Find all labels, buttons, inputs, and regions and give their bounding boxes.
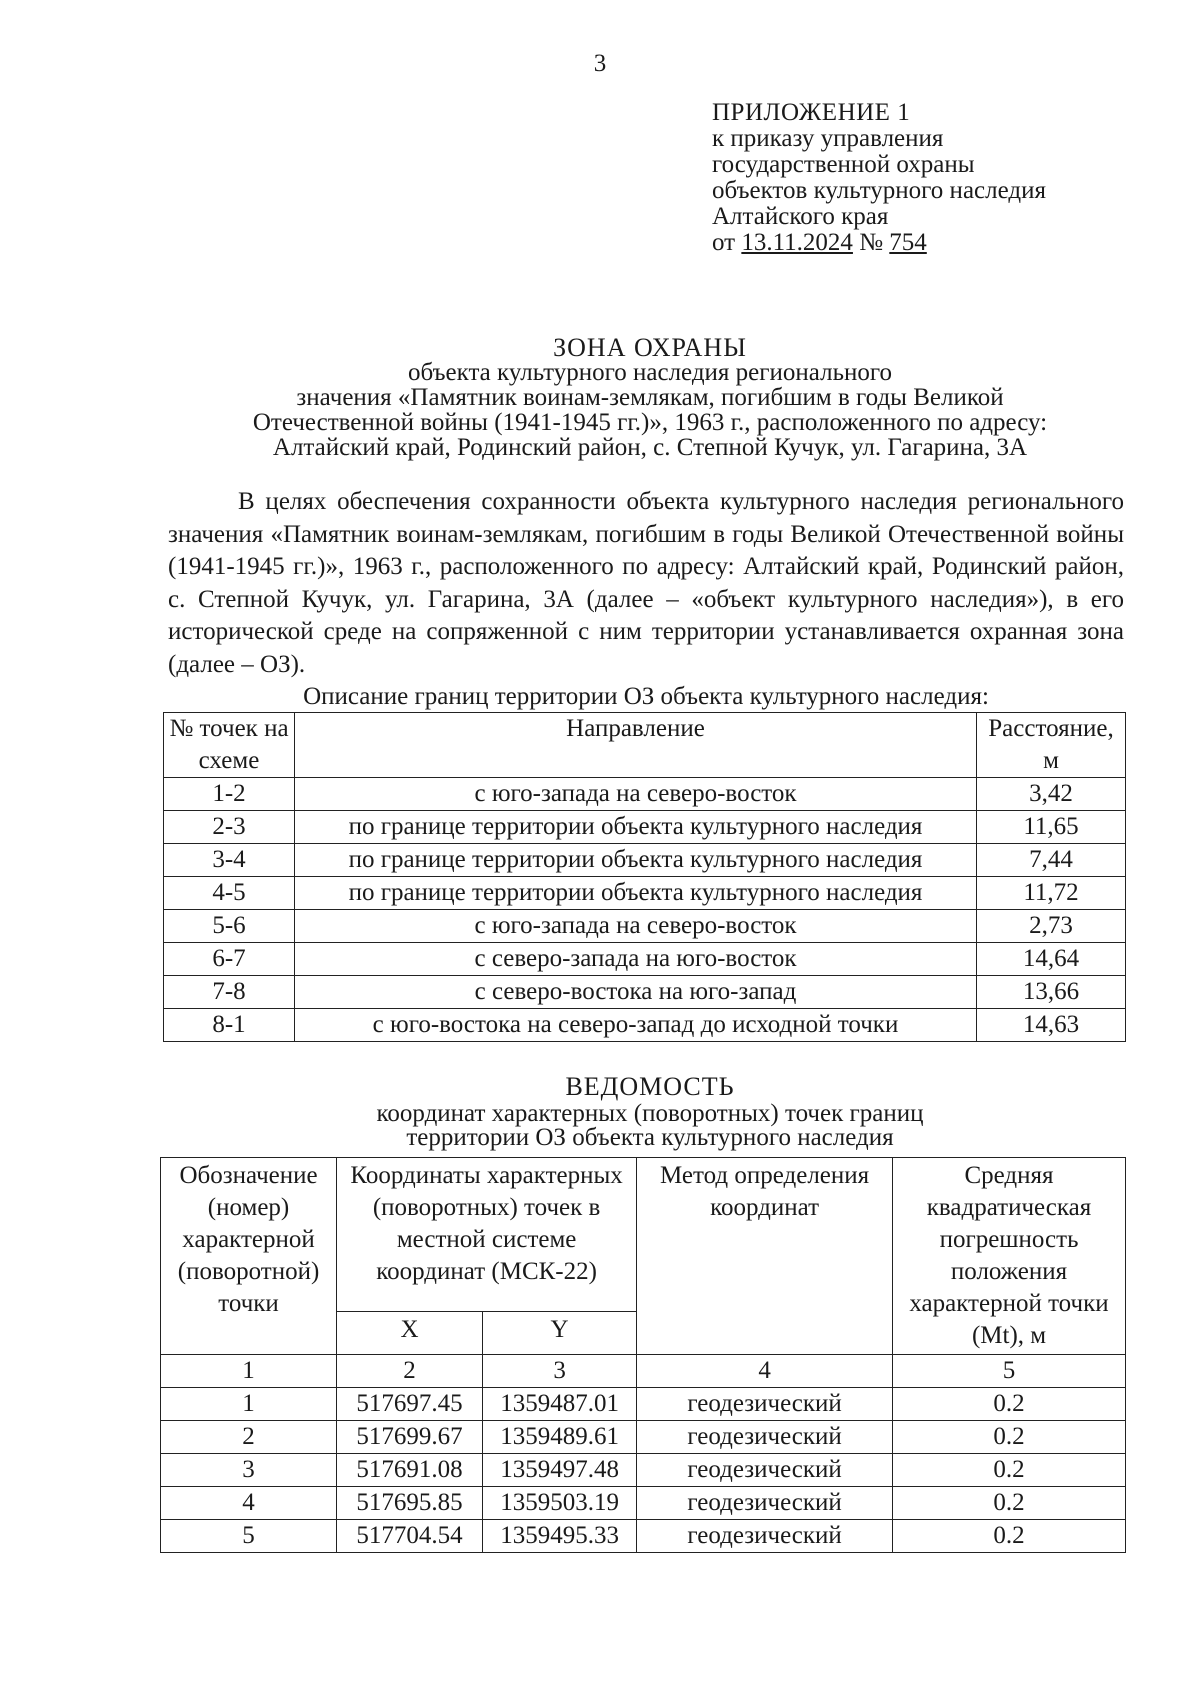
boundary-direction-cell: по границе территории объекта культурного наследия (295, 877, 977, 910)
x-coordinate-cell: 517691.08 (337, 1454, 483, 1487)
boundary-points-cell: 8-1 (164, 1009, 295, 1042)
method-cell: геодезический (637, 1388, 893, 1421)
boundary-direction-cell: с северо-запада на юго-восток (295, 943, 977, 976)
vedomost-header (150, 1072, 1150, 1150)
method-cell: геодезический (637, 1421, 893, 1454)
appendix-line: государственной охраны (712, 151, 975, 178)
boundary-distance-cell: 2,73 (977, 910, 1126, 943)
coordinate-row (161, 1421, 1126, 1454)
x-coordinate-cell: 517695.85 (337, 1487, 483, 1520)
y-coordinate-cell: 1359497.48 (483, 1454, 637, 1487)
zone-header (150, 335, 1150, 460)
coordinates-table-body (161, 1388, 1126, 1553)
boundary-points-cell: 3-4 (164, 844, 295, 877)
boundary-row (164, 910, 1126, 943)
boundary-points-cell: 5-6 (164, 910, 295, 943)
boundary-points-cell: 4-5 (164, 877, 295, 910)
error-cell: 0.2 (893, 1454, 1126, 1487)
method-cell: геодезический (637, 1454, 893, 1487)
point-number-cell: 5 (161, 1520, 337, 1553)
point-number-cell: 2 (161, 1421, 337, 1454)
order-number: 754 (889, 229, 927, 256)
coordinates-header-row (161, 1158, 1126, 1312)
boundary-points-cell: 7-8 (164, 976, 295, 1009)
coordinate-row (161, 1520, 1126, 1553)
zone-title: ЗОНА ОХРАНЫ (553, 333, 747, 362)
boundary-row (164, 976, 1126, 1009)
y-coordinate-cell: 1359495.33 (483, 1520, 637, 1553)
boundaries-header-row (164, 713, 1126, 778)
appendix-block (712, 100, 1046, 256)
boundary-row (164, 943, 1126, 976)
header-points: № точек на схеме (164, 713, 295, 778)
x-coordinate-cell: 517704.54 (337, 1520, 483, 1553)
column-number: 4 (637, 1355, 893, 1388)
appendix-line: Алтайского края (712, 203, 889, 230)
boundary-direction-cell: с юго-запада на северо-восток (295, 778, 977, 811)
boundary-direction-cell: с северо-востока на юго-запад (295, 976, 977, 1009)
error-cell: 0.2 (893, 1487, 1126, 1520)
date-prefix: от (712, 229, 736, 256)
boundary-points-cell: 1-2 (164, 778, 295, 811)
boundaries-table (163, 712, 1126, 1042)
error-cell: 0.2 (893, 1421, 1126, 1454)
intro-paragraph: В целях обеспечения сохранности объекта культурного наследия регионального значения «Памятник воинам-землякам, погибшим в годы Великой Отечественной войны (1941-1945 гг.)», 1963 г., расположенного по адресу: Алтайский край, Родинский район, с. Степной Кучук, ул. Гагарина, 3А (далее – «объект культурного наследия»), в его исторической среде на сопряженной с ним территории устанавливается охранная зона (далее – ОЗ). (168, 488, 1124, 678)
appendix-title: ПРИЛОЖЕНИЕ 1 (712, 99, 911, 126)
boundary-distance-cell: 14,64 (977, 943, 1126, 976)
zone-subtitle-line: объекта культурного наследия регионального (408, 359, 892, 386)
error-cell: 0.2 (893, 1388, 1126, 1421)
column-number: 3 (483, 1355, 637, 1388)
vedomost-subtitle-line: территории ОЗ объекта культурного наследия (406, 1124, 894, 1151)
x-coordinate-cell: 517699.67 (337, 1421, 483, 1454)
boundaries-table-body (164, 778, 1126, 1042)
boundary-distance-cell: 7,44 (977, 844, 1126, 877)
header-y: Y (483, 1312, 637, 1355)
boundaries-caption: Описание границ территории ОЗ объекта культурного наследия: (303, 683, 989, 710)
zone-subtitle-line: Отечественной войны (1941-1945 гг.)», 1963 г., расположенного по адресу: (252, 409, 1048, 436)
column-number: 5 (893, 1355, 1126, 1388)
boundary-direction-cell: по границе территории объекта культурного наследия (295, 811, 977, 844)
appendix-line: к приказу управления (712, 125, 944, 152)
order-date: 13.11.2024 (741, 229, 853, 256)
number-sign: № (859, 229, 884, 256)
point-number-cell: 4 (161, 1487, 337, 1520)
boundary-direction-cell: с юго-запада на северо-восток (295, 910, 977, 943)
boundary-direction-cell: с юго-востока на северо-запад до исходной точки (295, 1009, 977, 1042)
error-cell: 0.2 (893, 1520, 1126, 1553)
boundary-direction-cell: по границе территории объекта культурного наследия (295, 844, 977, 877)
boundary-points-cell: 2-3 (164, 811, 295, 844)
x-coordinate-cell: 517697.45 (337, 1388, 483, 1421)
appendix-line: объектов культурного наследия (712, 177, 1046, 204)
point-number-cell: 1 (161, 1388, 337, 1421)
header-method: Метод определения координат (637, 1158, 893, 1355)
column-numbers-row (161, 1355, 1126, 1388)
zone-subtitle-line: Алтайский край, Родинский район, с. Степной Кучук, ул. Гагарина, 3А (272, 434, 1028, 461)
boundary-distance-cell: 13,66 (977, 976, 1126, 1009)
header-error: Средняя квадратическая погрешность положения характерной точки (Mt), м (893, 1158, 1126, 1355)
appendix-date-line (712, 230, 1046, 256)
page-number: 3 (593, 50, 607, 77)
boundary-distance-cell: 14,63 (977, 1009, 1126, 1042)
point-number-cell: 3 (161, 1454, 337, 1487)
y-coordinate-cell: 1359489.61 (483, 1421, 637, 1454)
header-coordinates: Координаты характерных (поворотных) точек в местной системе координат (МСК-22) (337, 1158, 637, 1312)
coordinate-row (161, 1487, 1126, 1520)
boundary-distance-cell: 11,72 (977, 877, 1126, 910)
boundary-row (164, 811, 1126, 844)
header-direction: Направление (295, 713, 977, 778)
boundary-row (164, 778, 1126, 811)
zone-subtitle-line: значения «Памятник воинам-землякам, погибшим в годы Великой (296, 384, 1004, 411)
column-number: 2 (337, 1355, 483, 1388)
boundary-distance-cell: 3,42 (977, 778, 1126, 811)
coordinates-table (160, 1157, 1126, 1553)
header-designation: Обозначение (номер) характерной (поворотной) точки (161, 1158, 337, 1355)
vedomost-subtitle-line: координат характерных (поворотных) точек границ (376, 1100, 924, 1127)
column-number: 1 (161, 1355, 337, 1388)
y-coordinate-cell: 1359503.19 (483, 1487, 637, 1520)
coordinate-row (161, 1454, 1126, 1487)
boundary-row (164, 1009, 1126, 1042)
y-coordinate-cell: 1359487.01 (483, 1388, 637, 1421)
coordinate-row (161, 1388, 1126, 1421)
vedomost-title: ВЕДОМОСТЬ (565, 1072, 735, 1101)
intro-text (168, 486, 1124, 681)
header-distance: Расстояние, м (977, 713, 1126, 778)
method-cell: геодезический (637, 1520, 893, 1553)
boundary-row (164, 844, 1126, 877)
boundary-row (164, 877, 1126, 910)
method-cell: геодезический (637, 1487, 893, 1520)
boundary-points-cell: 6-7 (164, 943, 295, 976)
boundary-distance-cell: 11,65 (977, 811, 1126, 844)
header-x: X (337, 1312, 483, 1355)
